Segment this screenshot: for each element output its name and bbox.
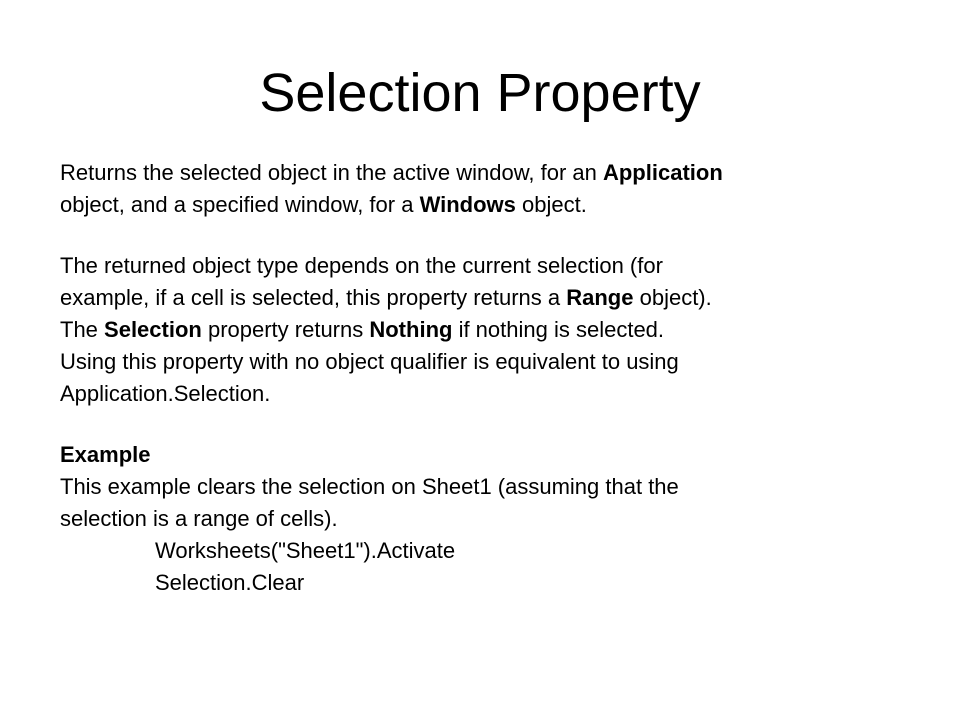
bold-term-selection: Selection [104, 317, 202, 342]
slide-body [60, 157, 920, 599]
bold-term-application: Application [602, 160, 723, 185]
paragraph2-line2 [60, 282, 920, 314]
text-run: The [60, 317, 105, 342]
paragraph1-line2 [60, 189, 920, 221]
code-line-activate: Worksheets("Sheet1").Activate [155, 538, 456, 563]
text-run: if nothing is selected. [452, 317, 665, 342]
paragraph2-line3 [60, 314, 920, 346]
example-heading-text: Example [60, 442, 151, 467]
bold-term-windows: Windows [419, 192, 516, 217]
paragraph2-line5: Application.Selection. [60, 381, 271, 406]
text-run: property returns [201, 317, 370, 342]
code-line-clear: Selection.Clear [155, 570, 305, 595]
paragraph-gap [60, 221, 920, 250]
example-line2: selection is a range of cells). [60, 506, 338, 531]
slide-title: Selection Property [259, 63, 701, 123]
text-run: object, and a specified window, for a [60, 192, 420, 217]
bold-term-nothing: Nothing [369, 317, 453, 342]
paragraph-gap [60, 410, 920, 439]
text-run: object). [633, 285, 712, 310]
text-run: object. [515, 192, 587, 217]
text-run: example, if a cell is selected, this property returns a [60, 285, 567, 310]
text-run: Returns the selected object in the active window, for an [60, 160, 603, 185]
paragraph2-line4: Using this property with no object qualifier is equivalent to using [60, 349, 679, 374]
example-heading [60, 439, 920, 471]
example-line1: This example clears the selection on Sheet1 (assuming that the [60, 474, 679, 499]
paragraph2-line1: The returned object type depends on the current selection (for [60, 253, 663, 278]
paragraph1-line1 [60, 157, 920, 189]
bold-term-range: Range [566, 285, 634, 310]
